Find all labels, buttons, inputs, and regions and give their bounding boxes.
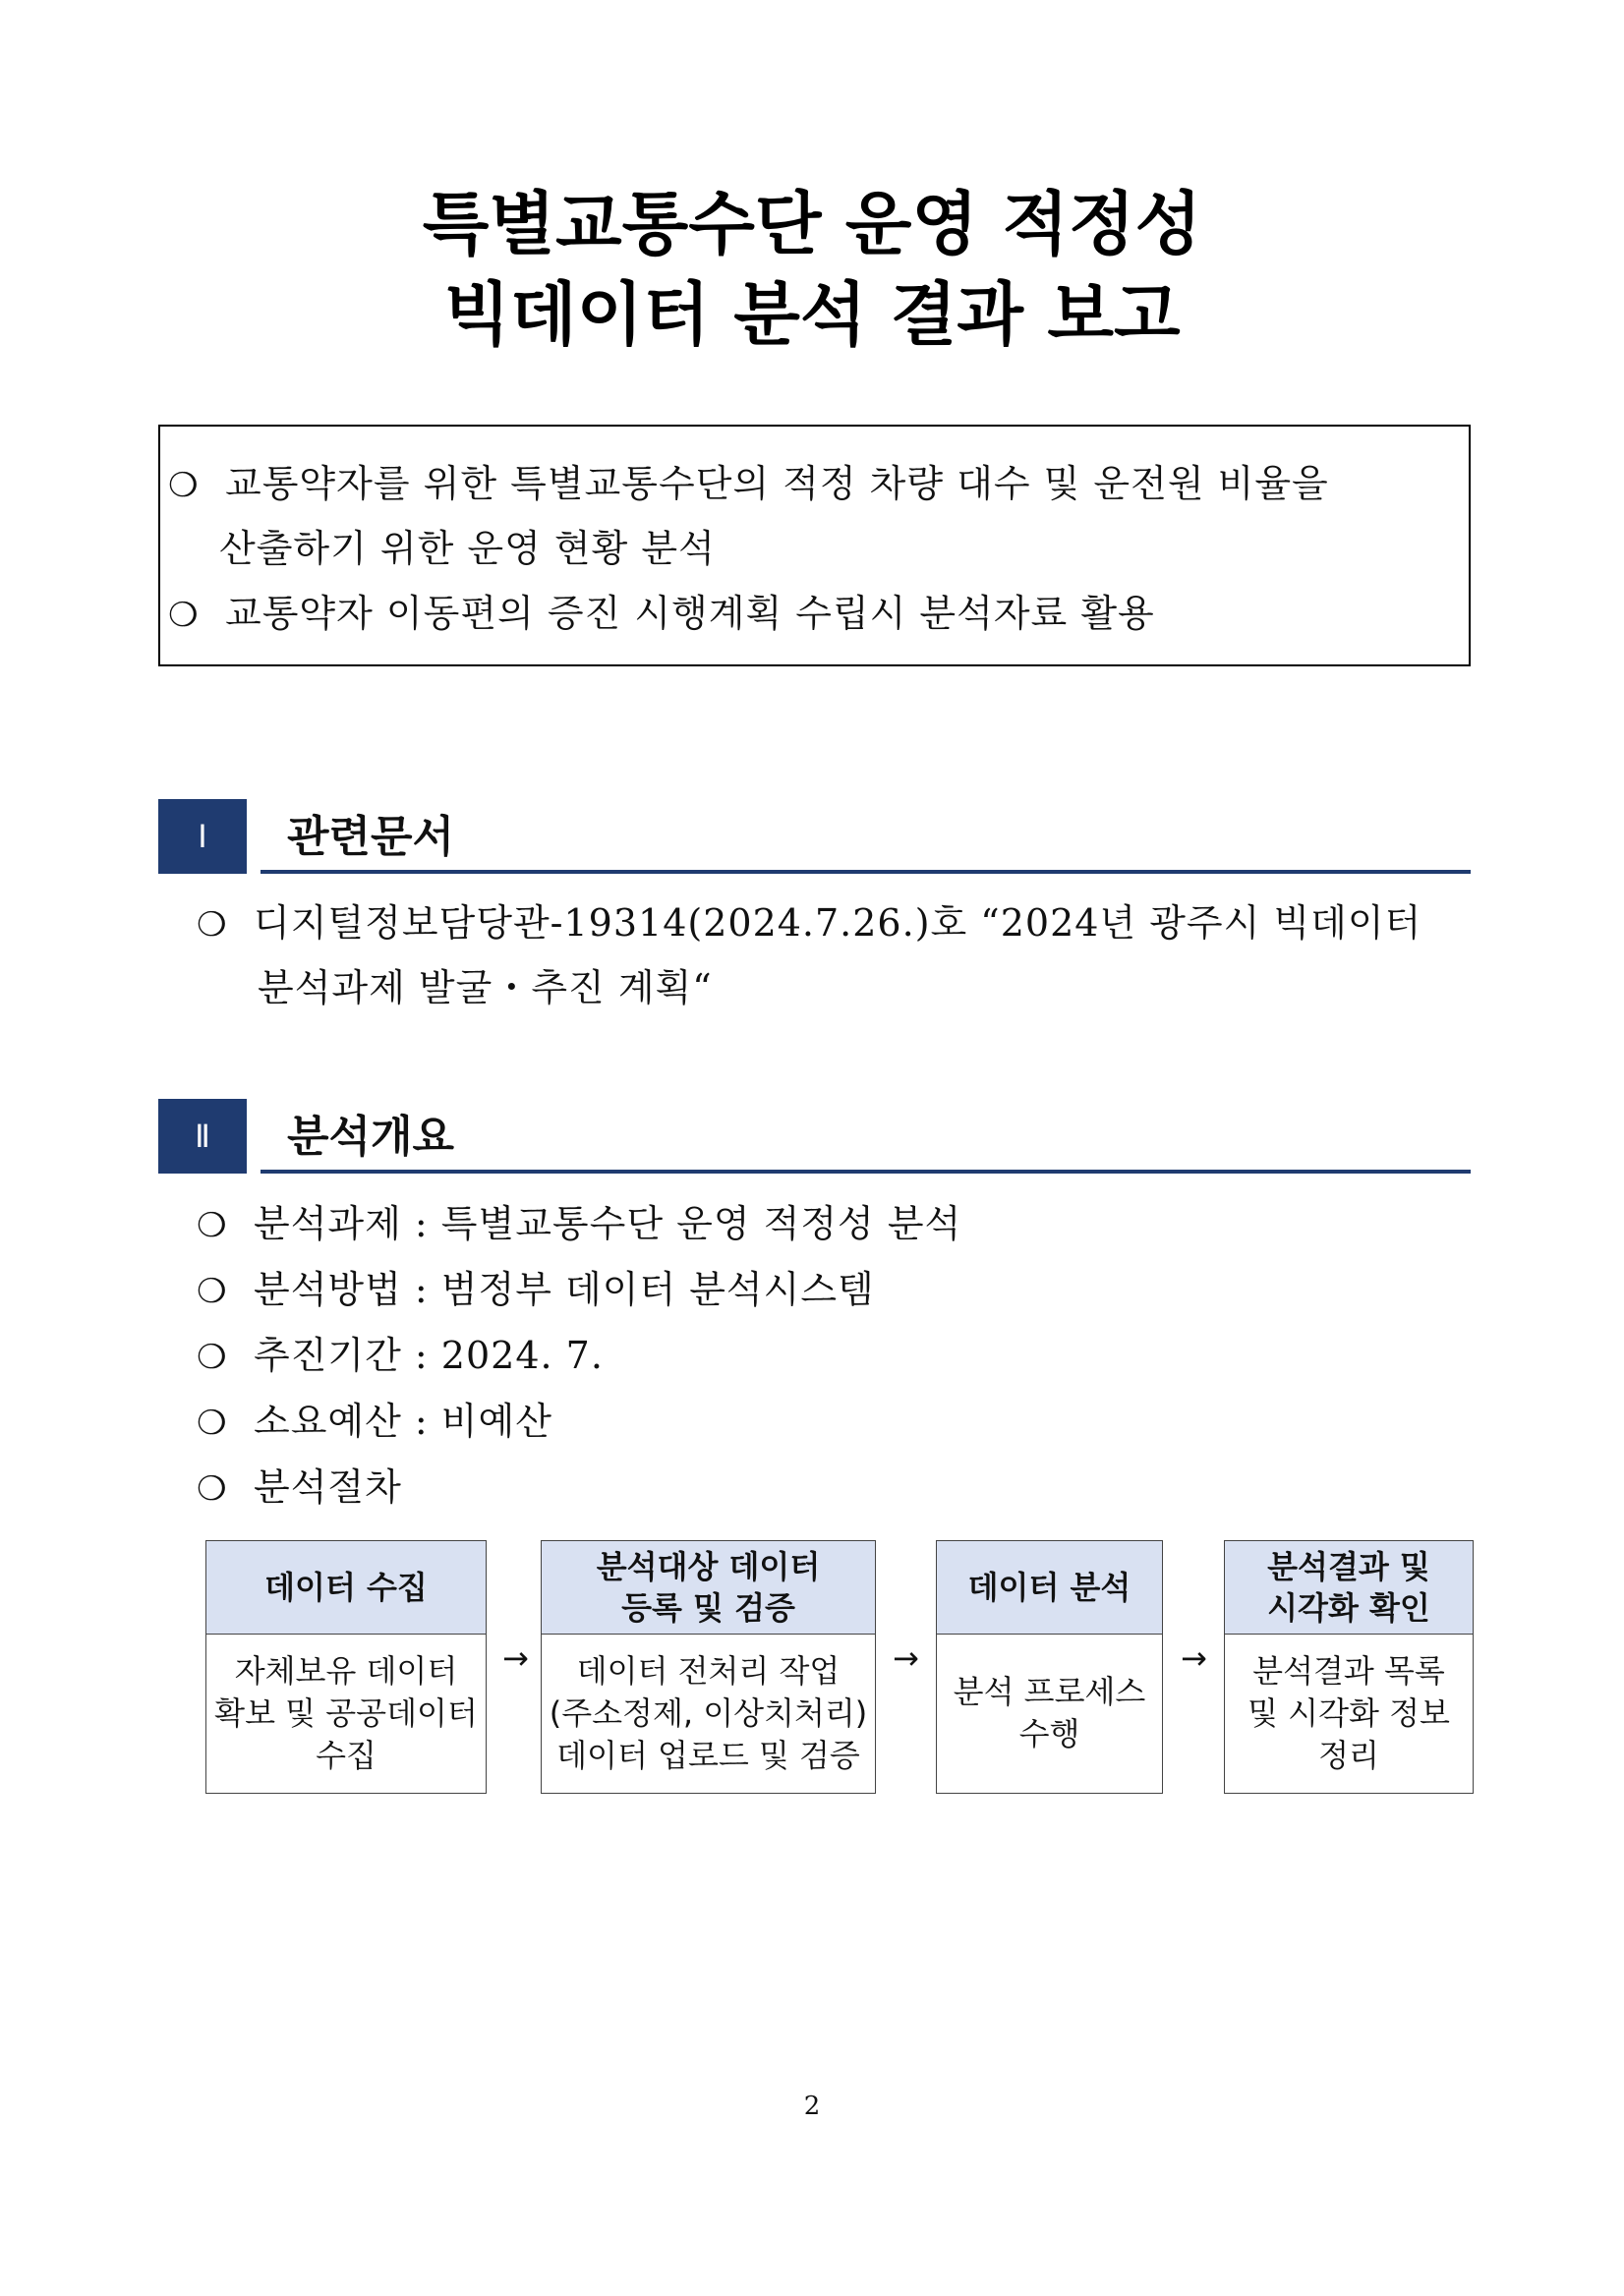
circle-bullet-icon: ❍	[168, 596, 200, 635]
process-step-2-body: 데이터 전처리 작업 (주소정제, 이상치처리) 데이터 업로드 및 검증	[549, 1651, 868, 1774]
summary-item-2	[168, 590, 1155, 639]
report-title-line-1: 특별교통수단 운영 적정성	[422, 184, 1202, 264]
overview-item-task-text: 분석과제 : 특별교통수단 운영 적정성 분석	[254, 1202, 962, 1245]
process-step-4-header: 분석결과 및 시각화 확인	[1225, 1541, 1473, 1635]
process-step-1-body: 자체보유 데이터 확보 및 공공데이터 수집	[214, 1651, 478, 1774]
section-2-number: Ⅱ	[158, 1099, 247, 1174]
process-step-2	[541, 1540, 876, 1794]
process-step-3-body: 분석 프로세스 수행	[953, 1673, 1146, 1752]
process-step-1-header: 데이터 수집	[206, 1541, 486, 1635]
right-arrow-icon: →	[893, 1639, 919, 1677]
section-2-divider	[261, 1170, 1471, 1174]
overview-item-budget	[197, 1397, 552, 1448]
section-1-title: 관련문서	[287, 812, 455, 862]
summary-item-1	[168, 460, 1329, 509]
summary-item-1-continued: 산출하기 위한 운영 현황 분석	[219, 527, 716, 570]
overview-item-period	[197, 1331, 604, 1382]
circle-bullet-icon: ❍	[197, 1338, 228, 1377]
right-arrow-icon: →	[502, 1639, 529, 1677]
process-step-2-header: 분석대상 데이터 등록 및 검증	[542, 1541, 875, 1635]
circle-bullet-icon: ❍	[197, 1206, 228, 1245]
overview-item-method	[197, 1265, 875, 1316]
right-arrow-icon: →	[1181, 1639, 1207, 1677]
overview-item-procedure	[197, 1463, 402, 1514]
section-1-item	[197, 898, 1421, 949]
circle-bullet-icon: ❍	[168, 466, 200, 505]
circle-bullet-icon: ❍	[197, 1404, 228, 1443]
process-step-3-header: 데이터 분석	[937, 1541, 1162, 1635]
section-2-title: 분석개요	[287, 1112, 455, 1162]
process-step-3	[936, 1540, 1163, 1794]
process-step-4	[1224, 1540, 1474, 1794]
section-1-number: Ⅰ	[158, 799, 247, 874]
section-1-item-continued: 분석과제 발굴・추진 계획“	[258, 966, 713, 1009]
summary-box	[158, 425, 1471, 666]
overview-item-procedure-text: 분석절차	[254, 1465, 402, 1509]
process-step-1	[205, 1540, 487, 1794]
section-1-divider	[261, 870, 1471, 874]
summary-item-1-text: 교통약자를 위한 특별교통수단의 적정 차량 대수 및 운전원 비율을	[225, 462, 1329, 505]
process-step-4-body: 분석결과 목록 및 시각화 정보 정리	[1247, 1651, 1450, 1774]
page-number: 2	[803, 2092, 821, 2121]
circle-bullet-icon: ❍	[197, 1272, 228, 1311]
overview-item-task	[197, 1199, 961, 1250]
section-1-item-text: 디지털정보담당관-19314(2024.7.26.)호 “2024년 광주시 빅데이터	[254, 901, 1422, 945]
overview-item-budget-text: 소요예산 : 비예산	[254, 1400, 552, 1443]
overview-item-method-text: 분석방법 : 범정부 데이터 분석시스템	[254, 1268, 875, 1311]
summary-item-2-text: 교통약자 이동편의 증진 시행계획 수립시 분석자료 활용	[225, 592, 1155, 635]
report-title	[0, 179, 1624, 360]
report-title-line-2: 빅데이터 분석 결과 보고	[443, 274, 1181, 355]
circle-bullet-icon: ❍	[197, 1469, 228, 1509]
overview-item-period-text: 추진기간 : 2024. 7.	[254, 1334, 604, 1377]
circle-bullet-icon: ❍	[197, 905, 228, 945]
